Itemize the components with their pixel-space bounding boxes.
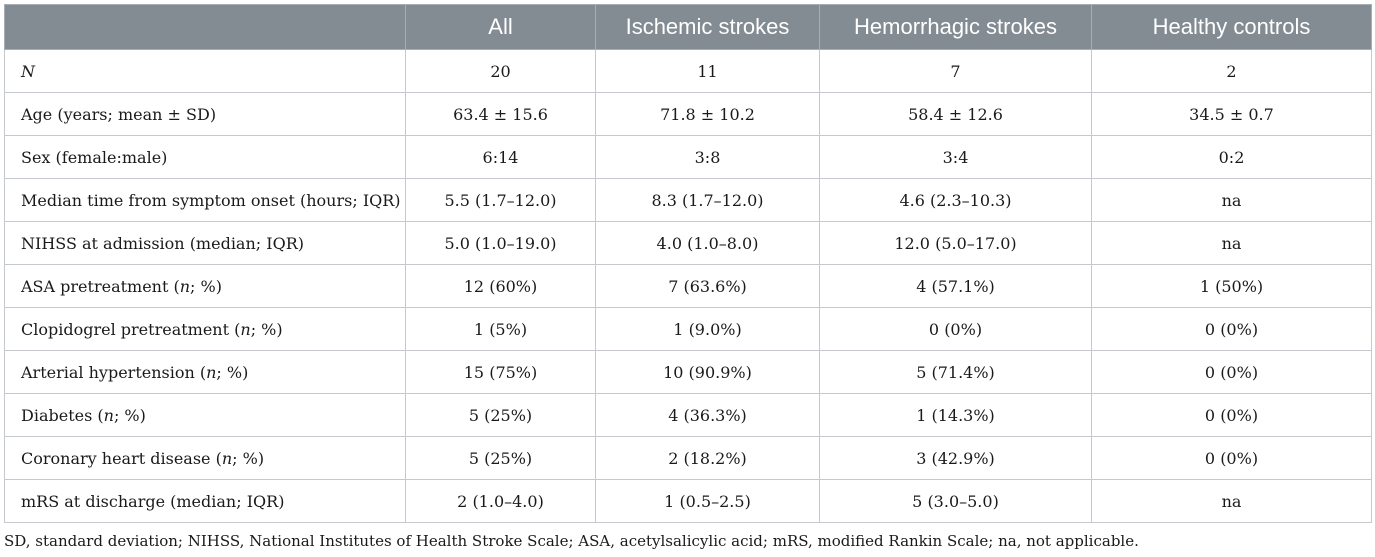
row-label-suffix: ; %) bbox=[250, 319, 283, 339]
demographics-table bbox=[4, 4, 1372, 523]
row-label-italic: n bbox=[179, 276, 191, 296]
row-label bbox=[5, 136, 406, 179]
cell-hemorrhagic: 7 bbox=[820, 50, 1092, 93]
table-header bbox=[5, 5, 1372, 50]
cell-ischemic: 8.3 (1.7–12.0) bbox=[596, 179, 820, 222]
row-label-italic: n bbox=[103, 405, 114, 425]
cell-all: 5 (25%) bbox=[406, 437, 596, 480]
cell-all: 5.0 (1.0–19.0) bbox=[406, 222, 596, 265]
row-label-italic: n bbox=[221, 448, 233, 468]
cell-hemorrhagic: 5 (71.4%) bbox=[820, 351, 1092, 394]
header-row bbox=[5, 5, 1372, 50]
row-label-italic: n bbox=[206, 362, 217, 382]
row-label bbox=[5, 179, 406, 222]
cell-hemorrhagic: 5 (3.0–5.0) bbox=[820, 480, 1092, 523]
row-label-suffix: ; %) bbox=[113, 405, 146, 425]
cell-ischemic: 11 bbox=[596, 50, 820, 93]
header-cell-hemorrhagic-strokes: Hemorrhagic strokes bbox=[820, 5, 1092, 50]
cell-ischemic: 71.8 ± 10.2 bbox=[596, 93, 820, 136]
cell-healthy: 0:2 bbox=[1092, 136, 1372, 179]
table-row-median-time bbox=[5, 179, 1372, 222]
cell-all: 5 (25%) bbox=[406, 394, 596, 437]
row-label bbox=[5, 394, 406, 437]
cell-all: 1 (5%) bbox=[406, 308, 596, 351]
table-row-coronary bbox=[5, 437, 1372, 480]
row-label bbox=[5, 437, 406, 480]
cell-healthy: na bbox=[1092, 480, 1372, 523]
cell-hemorrhagic: 4.6 (2.3–10.3) bbox=[820, 179, 1092, 222]
row-label-suffix: ; %) bbox=[232, 448, 265, 468]
table-row-diabetes bbox=[5, 394, 1372, 437]
row-label bbox=[5, 308, 406, 351]
cell-hemorrhagic: 3 (42.9%) bbox=[820, 437, 1092, 480]
row-label-text: Arterial hypertension ( bbox=[21, 362, 207, 382]
row-label-text: Sex (female:male) bbox=[21, 147, 168, 167]
row-label-text: Diabetes ( bbox=[21, 405, 104, 425]
table-row-sex bbox=[5, 136, 1372, 179]
cell-hemorrhagic: 4 (57.1%) bbox=[820, 265, 1092, 308]
row-label-suffix: ; %) bbox=[190, 276, 222, 296]
header-cell-ischemic-strokes: Ischemic strokes bbox=[596, 5, 820, 50]
row-label bbox=[5, 93, 406, 136]
cell-hemorrhagic: 58.4 ± 12.6 bbox=[820, 93, 1092, 136]
table-row-nihss bbox=[5, 222, 1372, 265]
cell-healthy: na bbox=[1092, 179, 1372, 222]
table-row-age bbox=[5, 93, 1372, 136]
cell-all: 63.4 ± 15.6 bbox=[406, 93, 596, 136]
row-label-text: Clopidogrel pretreatment ( bbox=[21, 319, 241, 339]
row-label-suffix: ; %) bbox=[216, 362, 249, 382]
row-label bbox=[5, 50, 406, 93]
cell-healthy: 0 (0%) bbox=[1092, 394, 1372, 437]
cell-healthy: 34.5 ± 0.7 bbox=[1092, 93, 1372, 136]
cell-ischemic: 1 (9.0%) bbox=[596, 308, 820, 351]
row-label-text: ASA pretreatment ( bbox=[21, 276, 180, 296]
row-label-text: NIHSS at admission (median; IQR) bbox=[21, 233, 304, 253]
cell-healthy: na bbox=[1092, 222, 1372, 265]
header-cell-empty bbox=[5, 5, 406, 50]
cell-ischemic: 2 (18.2%) bbox=[596, 437, 820, 480]
cell-all: 2 (1.0–4.0) bbox=[406, 480, 596, 523]
cell-healthy: 0 (0%) bbox=[1092, 308, 1372, 351]
row-label-text: Coronary heart disease ( bbox=[21, 448, 222, 468]
cell-ischemic: 3:8 bbox=[596, 136, 820, 179]
cell-all: 5.5 (1.7–12.0) bbox=[406, 179, 596, 222]
header-cell-all: All bbox=[406, 5, 596, 50]
data-table-container bbox=[4, 4, 1371, 523]
table-row-clopidogrel bbox=[5, 308, 1372, 351]
cell-ischemic: 7 (63.6%) bbox=[596, 265, 820, 308]
row-label bbox=[5, 222, 406, 265]
table-body bbox=[5, 50, 1372, 523]
header-cell-healthy-controls: Healthy controls bbox=[1092, 5, 1372, 50]
row-label bbox=[5, 480, 406, 523]
cell-ischemic: 4 (36.3%) bbox=[596, 394, 820, 437]
row-label-text: Median time from symptom onset (hours; IQR) bbox=[21, 190, 401, 210]
row-label-italic: N bbox=[21, 61, 35, 81]
cell-ischemic: 1 (0.5–2.5) bbox=[596, 480, 820, 523]
table-footnote: SD, standard deviation; NIHSS, National Institutes of Health Stroke Scale; ASA, acetylsalicylic acid; mRS, modified Rankin Scale; na, not applicable. bbox=[4, 532, 1139, 550]
row-label-italic: n bbox=[240, 319, 251, 339]
row-label bbox=[5, 351, 406, 394]
cell-healthy: 2 bbox=[1092, 50, 1372, 93]
cell-hemorrhagic: 3:4 bbox=[820, 136, 1092, 179]
cell-ischemic: 4.0 (1.0–8.0) bbox=[596, 222, 820, 265]
cell-ischemic: 10 (90.9%) bbox=[596, 351, 820, 394]
table-row-asa bbox=[5, 265, 1372, 308]
cell-hemorrhagic: 12.0 (5.0–17.0) bbox=[820, 222, 1092, 265]
cell-healthy: 1 (50%) bbox=[1092, 265, 1372, 308]
row-label-text: mRS at discharge (median; IQR) bbox=[21, 491, 285, 511]
cell-healthy: 0 (0%) bbox=[1092, 351, 1372, 394]
table-row-n bbox=[5, 50, 1372, 93]
row-label-text: Age (years; mean ± SD) bbox=[21, 104, 217, 124]
cell-hemorrhagic: 1 (14.3%) bbox=[820, 394, 1092, 437]
cell-healthy: 0 (0%) bbox=[1092, 437, 1372, 480]
cell-all: 20 bbox=[406, 50, 596, 93]
row-label bbox=[5, 265, 406, 308]
cell-hemorrhagic: 0 (0%) bbox=[820, 308, 1092, 351]
cell-all: 12 (60%) bbox=[406, 265, 596, 308]
cell-all: 6:14 bbox=[406, 136, 596, 179]
table-row-hypertension bbox=[5, 351, 1372, 394]
cell-all: 15 (75%) bbox=[406, 351, 596, 394]
table-row-mrs bbox=[5, 480, 1372, 523]
